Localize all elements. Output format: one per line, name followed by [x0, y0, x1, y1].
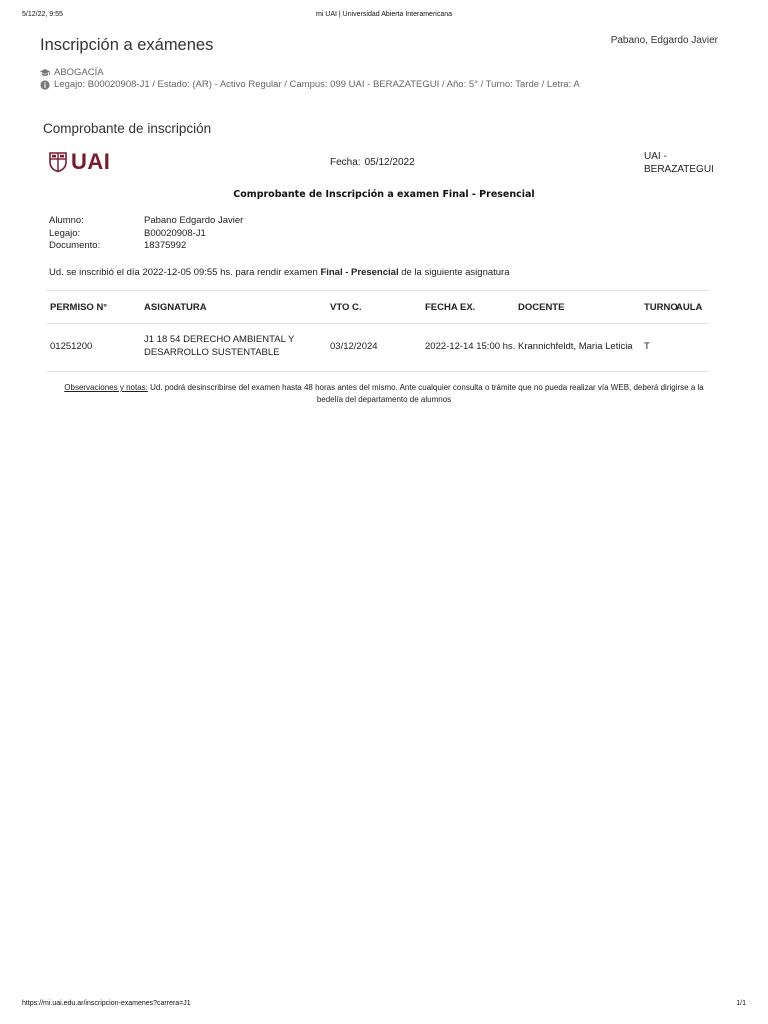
col-vto: VTO C. [330, 302, 362, 313]
info-icon [40, 80, 50, 90]
cell-vto: 03/12/2024 [330, 341, 378, 352]
graduation-cap-icon [40, 68, 50, 78]
print-datetime: 5/12/22, 9:55 [22, 11, 63, 18]
table-row [46, 324, 709, 372]
print-url: https://mi.uai.edu.ar/inscripcion-examenes?carrera=J1 [22, 1000, 191, 1007]
print-footer [22, 1000, 746, 1010]
fecha-label: Fecha: [330, 157, 361, 168]
asignatura-line-2: DESARROLLO SUSTENTABLE [144, 346, 280, 358]
campus-name [644, 150, 724, 176]
print-header [22, 11, 746, 21]
legajo-details: Legajo: B00020908-J1 / Estado: (AR) - Activo Regular / Campus: 099 UAI - BERAZATEGUI / Año: 5° / Turno: Tarde / Letra: A [54, 79, 580, 90]
legajo-value: B00020908-J1 [144, 227, 206, 239]
print-page-count: 1/1 [736, 1000, 746, 1007]
asignatura-line-1: J1 18 54 DERECHO AMBIENTAL Y [144, 334, 295, 345]
statement-post: de la siguiente asignatura [398, 267, 510, 278]
col-fecha-ex: FECHA EX. [425, 302, 476, 313]
legajo-label: Legajo: [49, 227, 81, 239]
col-docente: DOCENTE [518, 302, 565, 313]
page-title: Inscripción a exámenes [40, 36, 214, 54]
documento-label: Documento: [49, 240, 101, 251]
uai-shield-icon [49, 152, 67, 172]
campus-line-1: UAI - [644, 151, 667, 162]
cell-permiso: 01251200 [50, 341, 93, 352]
statement-pre: Ud. se inscribió el día 2022-12-05 09:55 hs. para rendir examen [49, 267, 321, 278]
notes [60, 382, 708, 406]
uai-logo [49, 151, 110, 173]
fecha-value: 05/12/2022 [364, 157, 415, 168]
legajo-line [40, 79, 580, 90]
exam-table [46, 290, 709, 372]
document-title: Comprobante de Inscripción a examen Final - Presencial [233, 189, 535, 200]
notes-label: Observaciones y notas: [64, 383, 148, 392]
campus-line-2: BERAZATEGUI [644, 164, 714, 175]
career-name: ABOGACÍA [54, 67, 104, 78]
user-name[interactable]: Pabano, Edgardo Javier [610, 35, 718, 46]
student-info [49, 215, 243, 253]
enrollment-statement [49, 267, 510, 278]
receipt-date [330, 157, 415, 168]
cell-fecha-ex: 2022-12-14 15:00 hs. [425, 341, 516, 352]
info-row-documento [49, 240, 243, 253]
col-aula: AULA [676, 302, 703, 313]
cell-docente: Krannichfeldt, Maria Leticia [518, 341, 633, 352]
alumno-value: Pabano Edgardo Javier [144, 215, 244, 226]
col-permiso: PERMISO N° [50, 302, 108, 313]
notes-text: Ud. podrá desinscribirse del examen hasta 48 horas antes del mismo. Ante cualquier consulta o trámite que no pueda realizar vía WEB, deberá dirigirse a la bedelía del departamento de alumnos [147, 383, 704, 404]
info-row-alumno [49, 215, 243, 228]
table-header [46, 290, 709, 324]
uai-logo-text: UAI [71, 149, 111, 174]
cell-turno: T [644, 341, 650, 352]
documento-value: 18375992 [144, 240, 187, 251]
statement-exam-type: Final - Presencial [320, 267, 399, 278]
alumno-label: Alumno: [49, 215, 84, 226]
col-asignatura: ASIGNATURA [144, 302, 207, 313]
info-row-legajo [49, 228, 243, 241]
col-turno: TURNO [644, 302, 678, 313]
career-line [40, 67, 104, 78]
cell-asignatura [144, 334, 294, 359]
print-page-title: mi UAI | Universidad Abierta Interamericana [315, 11, 453, 18]
receipt-section-title: Comprobante de inscripción [43, 121, 212, 136]
